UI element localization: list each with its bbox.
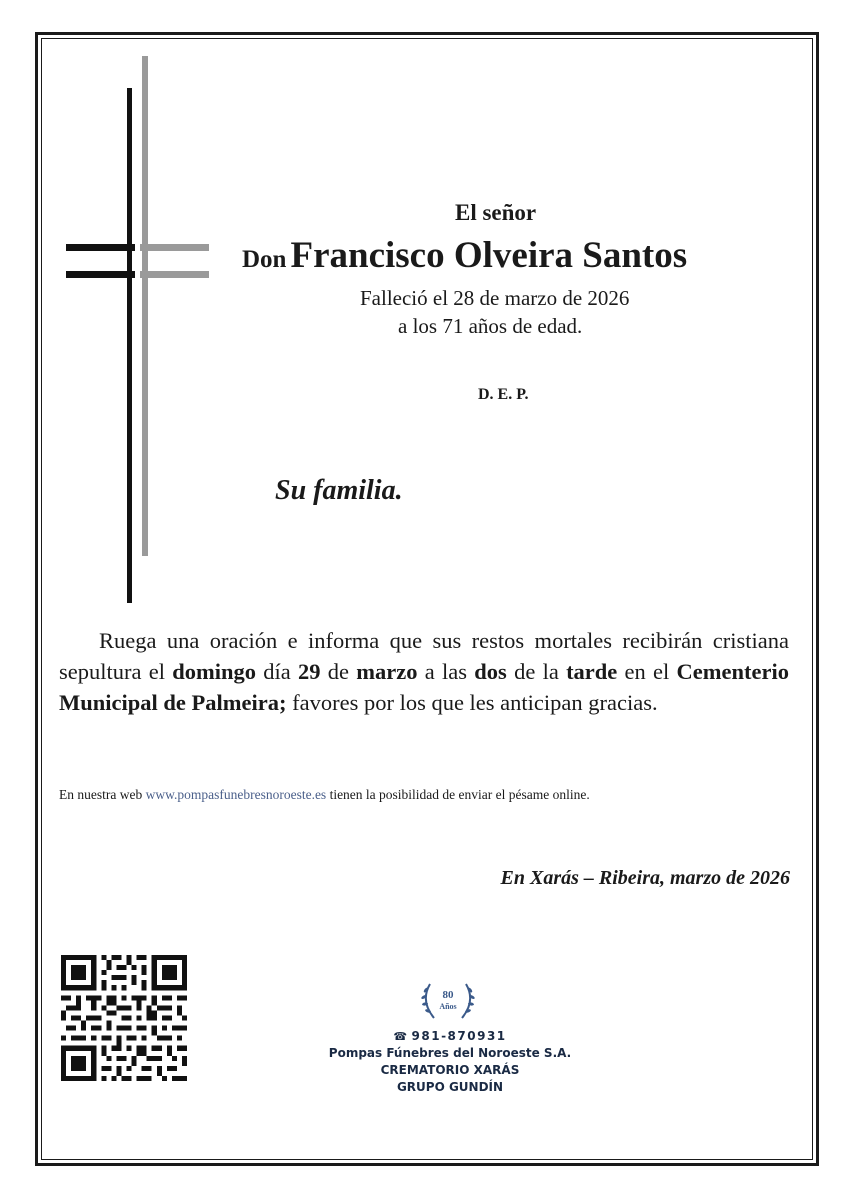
body-text-4: a las xyxy=(417,659,475,684)
cross-gray-bar-top xyxy=(140,244,209,251)
body-text-2: día xyxy=(256,659,299,684)
phone-line[interactable] xyxy=(300,1028,600,1045)
place-date: En Xarás – Ribeira, marzo de 2026 xyxy=(500,867,790,889)
burial-period: tarde xyxy=(566,659,618,684)
age-line: a los 71 años de edad. xyxy=(398,314,583,338)
body-text-6: en el xyxy=(617,659,677,684)
web-prefix: En nuestra web xyxy=(59,787,146,802)
web-condolence-note xyxy=(59,787,590,803)
website-link[interactable]: www.pompasfunebresnoroeste.es xyxy=(145,787,327,802)
burial-day-name: domingo xyxy=(172,659,257,684)
salutation: El señor xyxy=(455,200,537,225)
full-name: Francisco Olveira Santos xyxy=(290,235,688,276)
death-date: Falleció el 28 de marzo de 2026 xyxy=(360,286,630,310)
cross-black-vertical xyxy=(127,88,132,603)
body-text-3: de xyxy=(320,659,357,684)
burial-announcement xyxy=(59,625,789,718)
burial-month: marzo xyxy=(356,659,418,684)
cross-black-bar-top xyxy=(66,244,135,251)
group-name: GRUPO GUNDÍN xyxy=(396,1080,504,1094)
qr-code[interactable] xyxy=(61,955,187,1081)
company-name: Pompas Fúnebres del Noroeste S.A. xyxy=(328,1046,572,1060)
badge-word: Años xyxy=(439,1002,457,1011)
badge-number: 80 xyxy=(442,989,454,1001)
family-signature: Su familia. xyxy=(275,475,403,506)
telephone-icon: ☎ xyxy=(393,1030,409,1043)
name-prefix: Don xyxy=(242,246,287,273)
burial-hour: dos xyxy=(474,659,507,684)
cross-gray-vertical xyxy=(142,56,148,556)
cross-gray-bar-bottom xyxy=(140,271,209,278)
crematorium-name: CREMATORIO XARÁS xyxy=(380,1063,520,1077)
web-suffix: tienen la posibilidad de enviar el pésame online. xyxy=(326,787,590,802)
cross-black-bar-bottom xyxy=(66,271,135,278)
funeral-home-info xyxy=(300,1028,600,1096)
phone-number: 981-870931 xyxy=(411,1029,507,1043)
deceased-name xyxy=(242,234,687,277)
body-text-7: favores por los que les anticipan gracias. xyxy=(286,690,658,715)
rip-text: D. E. P. xyxy=(478,386,529,403)
burial-place: Cementerio Municipal de Palmeira; xyxy=(59,659,789,715)
anniversary-laurel-badge xyxy=(414,976,482,1026)
body-text-1: Ruega una oración e informa que sus restos mortales recibirán cristiana sepultura el xyxy=(59,628,789,684)
body-text-5: de la xyxy=(506,659,567,684)
burial-day-number: 29 xyxy=(298,659,321,684)
